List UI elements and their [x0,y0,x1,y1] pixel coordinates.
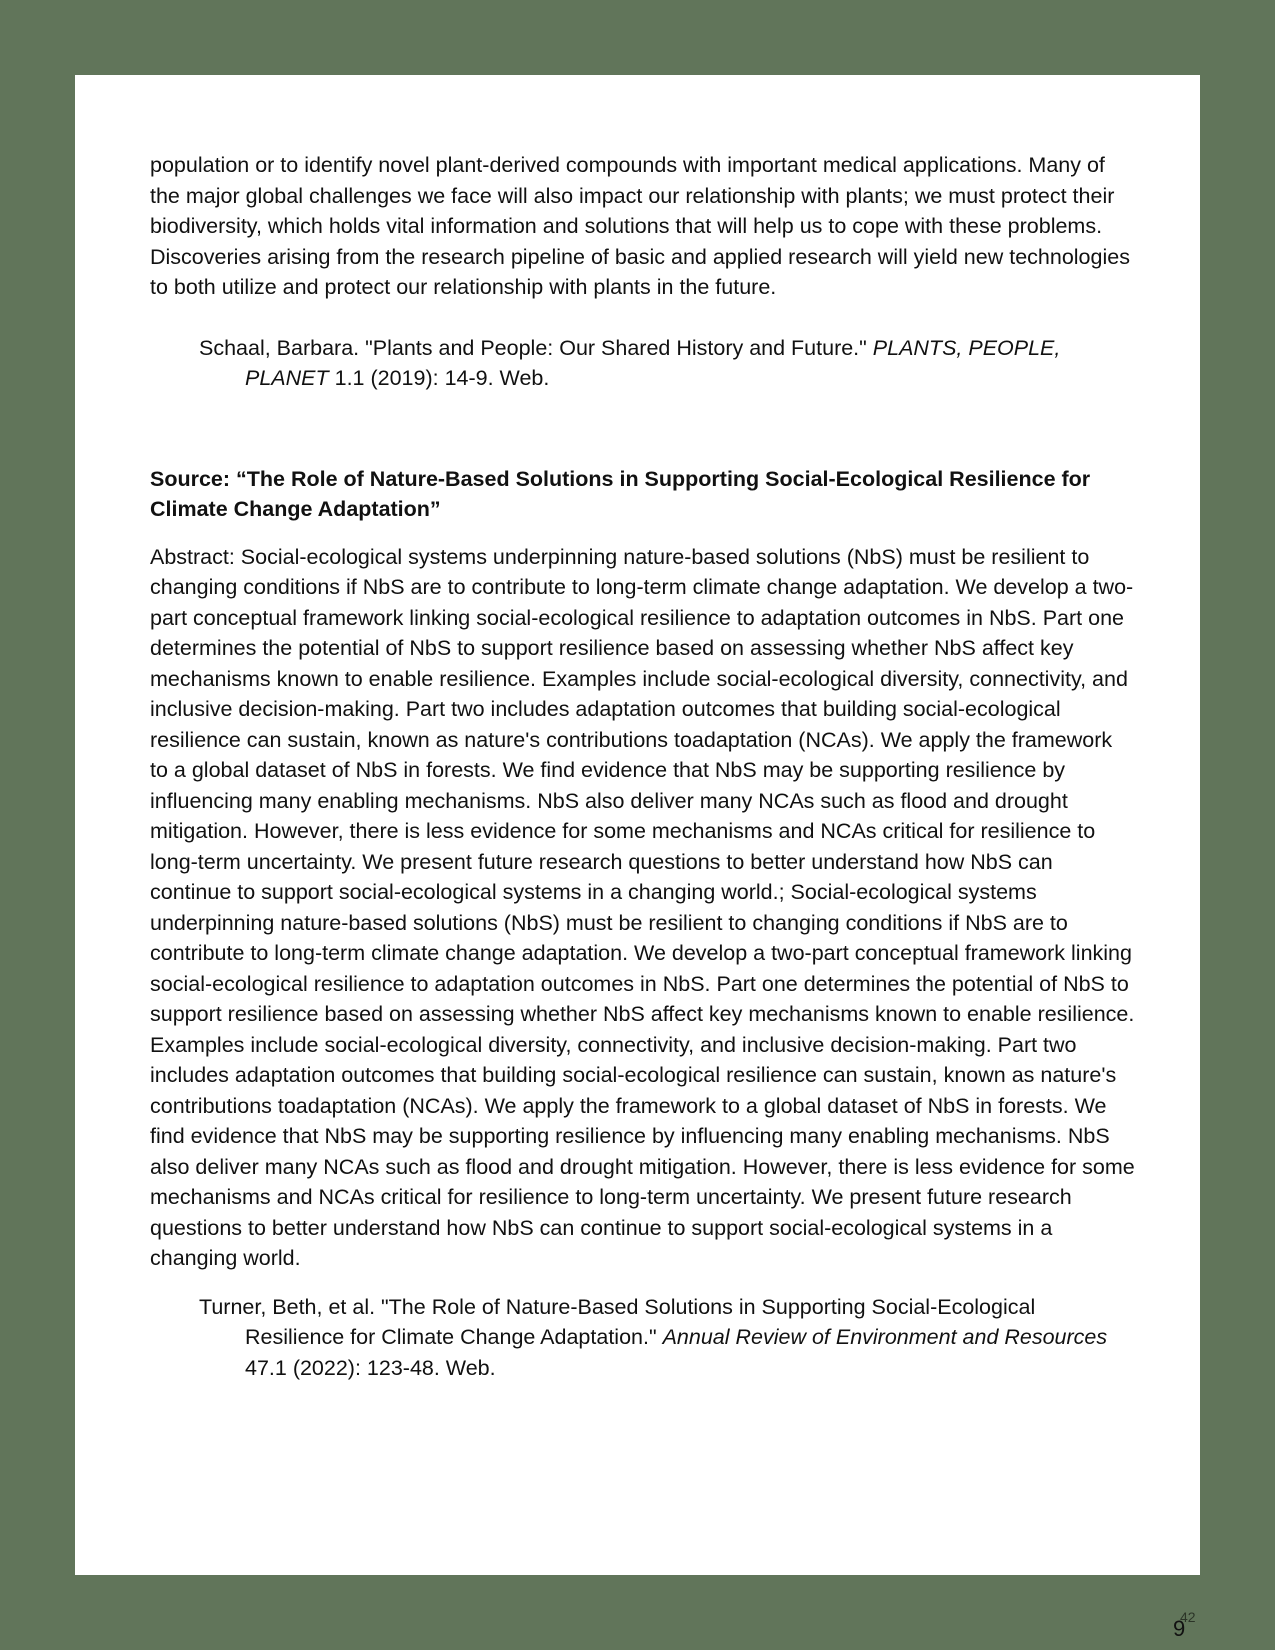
abstract-paragraph: Abstract: Social-ecological systems underpinning nature-based solutions (NbS) must be resilient to changing conditions if NbS are to contribute to long-term climate change adaptation. We develop a two-part conceptual framework linking social-ecological resilience to adaptation outcomes in NbS. Part one determines the potential of NbS to support resilience based on assessing whether NbS affect key mechanisms known to enable resilience. Examples include social-ecological diversity, connectivity, and inclusive decision-making. Part two includes adaptation outcomes that building social-ecological resilience can sustain, known as nature's contributions toadaptation (NCAs). We apply the framework to a global dataset of NbS in forests. We find evidence that NbS may be supporting resilience by influencing many enabling mechanisms. NbS also deliver many NCAs such as flood and drought mitigation. However, there is less evidence for some mechanisms and NCAs critical for resilience to long-term uncertainty. We present future research questions to better understand how NbS can continue to support social-ecological systems in a changing world.; Social-ecological systems underpinning nature-based solutions (NbS) must be resilient to changing conditions if NbS are to contribute to long-term climate change adaptation. We develop a two-part conceptual framework linking social-ecological resilience to adaptation outcomes in NbS. Part one determines the potential of NbS to support resilience based on assessing whether NbS affect key mechanisms known to enable resilience. Examples include social-ecological diversity, connectivity, and inclusive decision-making. Part two includes adaptation outcomes that building social-ecological resilience can sustain, known as nature's contributions toadaptation (NCAs). We apply the framework to a global dataset of NbS in forests. We find evidence that NbS may be supporting resilience by influencing many enabling mechanisms. NbS also deliver many NCAs such as flood and drought mitigation. However, there is less evidence for some mechanisms and NCAs critical for resilience to long-term uncertainty. We present future research questions to better understand how NbS can continue to support social-ecological systems in a changing world. [150,544,1135,1270]
page-number: 9 [1173,1616,1186,1641]
page-content [150,150,1135,1383]
citation-schaal [150,333,1135,394]
citation-turner-prefix: Turner, Beth, et al. "The Role of Nature-Based Solutions in Supporting Social-Ecological Resilience for Climate Change Adaptation." [199,1294,1036,1349]
citation-schaal-journal: PLANTS, PEOPLE, PLANET [245,335,1061,390]
citation-turner [150,1292,1135,1384]
citation-schaal-suffix: 1.1 (2019): 14-9. Web. [328,366,550,390]
source-heading: Source: “The Role of Nature-Based Solutions in Supporting Social-Ecological Resilience for Climate Change Adaptation” [150,466,1091,521]
intro-paragraph: population or to identify novel plant-derived compounds with important medical applications. Many of the major global challenges we face will also impact our relationship with plants; we must protect their biodiversity, which holds vital information and solutions that will help us to cope with these problems. Discoveries arising from the research pipeline of basic and applied research will yield new technologies to both utilize and protect our relationship with plants in the future. [150,153,1130,299]
section-spacer [150,394,1135,464]
citation-turner-journal: Annual Review of Environment and Resources [662,1325,1108,1349]
citation-schaal-prefix: Schaal, Barbara. "Plants and People: Our Shared History and Future." [199,335,873,360]
citation-turner-suffix: 47.1 (2022): 123-48. Web. [245,1355,496,1380]
outer-page-number: 42 [1180,1609,1196,1625]
